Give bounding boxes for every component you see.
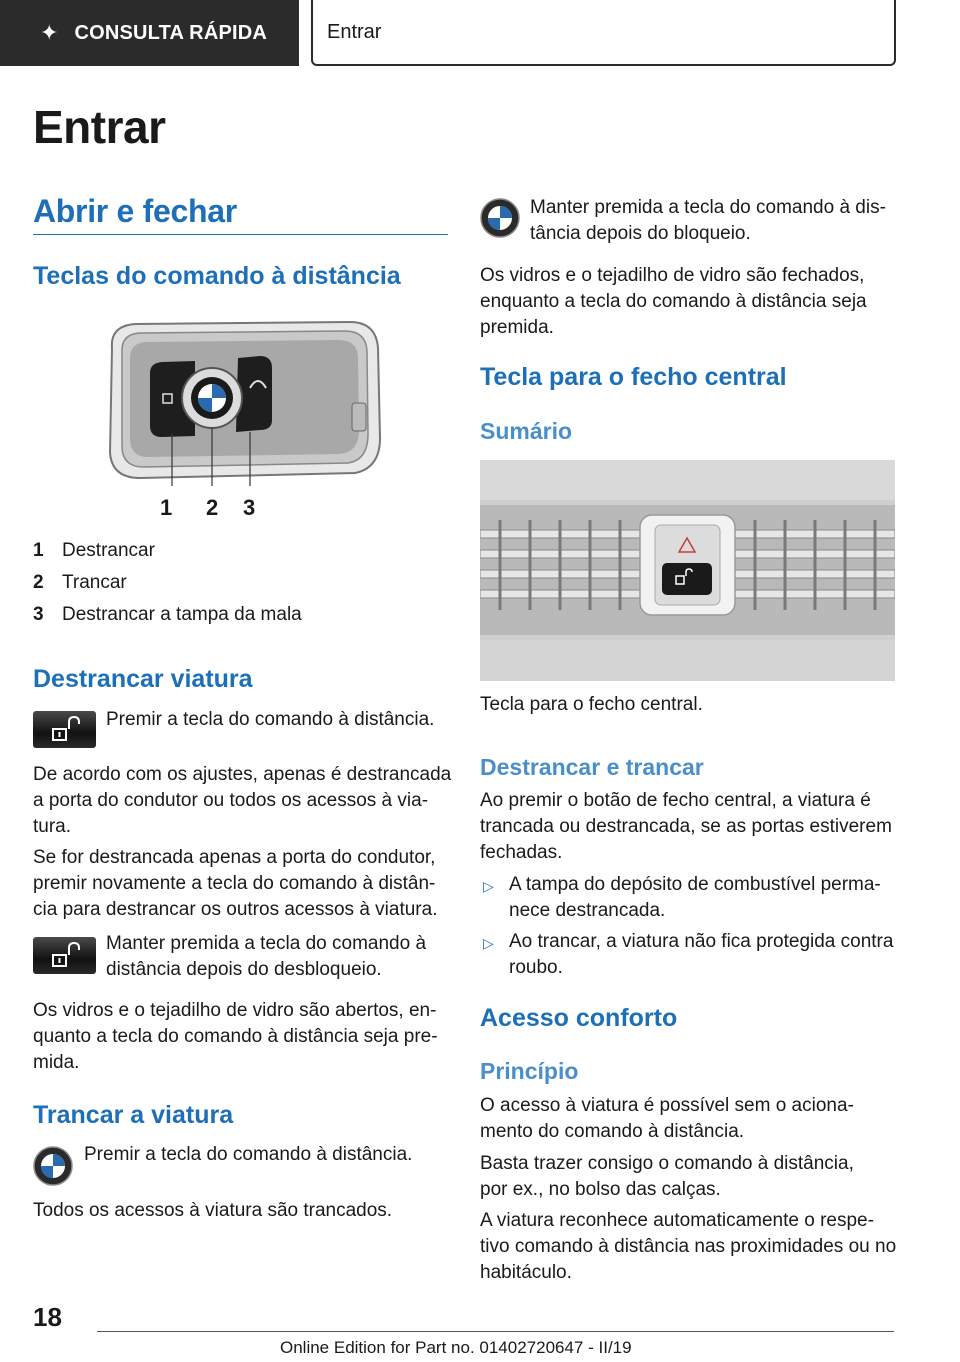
legend-text: Destrancar bbox=[62, 540, 155, 561]
footer-rule bbox=[97, 1331, 894, 1332]
bullet-item-2: Ao trancar, a viatura não fica protegida contra roubo. bbox=[509, 931, 894, 978]
summary-title: Sumário bbox=[480, 418, 573, 444]
section-title-open-close: Abrir e fechar bbox=[33, 193, 237, 229]
lock-paragraph-2: Os vidros e o tejadilho de vidro são fechados, enquanto a tecla do comando à distância seja premida. bbox=[480, 265, 867, 338]
legend-num: 2 bbox=[33, 572, 44, 593]
principle-paragraph-2: Basta trazer consigo o comando à distância, por ex., no bolso das calças. bbox=[480, 1153, 854, 1200]
unlock-paragraph-1: De acordo com os ajustes, apenas é destrancada a porta do condutor ou todos os acessos à via‐ tura. bbox=[33, 764, 452, 837]
legend-text: Destrancar a tampa da mala bbox=[62, 604, 302, 625]
section-header bbox=[311, 0, 896, 66]
star-icon: ✦ bbox=[40, 20, 59, 45]
lock-button-icon bbox=[480, 198, 520, 238]
principle-title: Princípio bbox=[480, 1058, 579, 1084]
section-rule bbox=[33, 234, 448, 235]
unlock-icon-text: Premir a tecla do comando à distância. bbox=[106, 709, 435, 730]
section-header-label: Entrar bbox=[327, 20, 382, 43]
page-number: 18 bbox=[33, 1302, 62, 1332]
page-title: Entrar bbox=[33, 101, 166, 153]
lock-button-icon bbox=[33, 1146, 73, 1186]
principle-paragraph-3: A viatura reconhece automaticamente o respe‐ tivo comando à distância nas proximidades ou no habitáculo. bbox=[480, 1210, 897, 1283]
lock-icon-text: Premir a tecla do comando à distância. bbox=[84, 1144, 413, 1165]
bullet-item-1: A tampa do depósito de combustível perma‐ nece destrancada. bbox=[509, 874, 881, 921]
quick-reference-label: CONSULTA RÁPIDA bbox=[74, 21, 268, 44]
figure-callout-2: 2 bbox=[206, 495, 219, 520]
central-lock-illustration bbox=[480, 460, 895, 681]
unlock-button-icon bbox=[33, 937, 96, 974]
unlock-vehicle-title: Destrancar viatura bbox=[33, 665, 253, 693]
lock-vehicle-title: Trancar a viatura bbox=[33, 1101, 234, 1129]
lock-unlock-paragraph: Ao premir o botão de fecho central, a viatura é trancada ou destrancada, se as portas estiverem fechadas. bbox=[480, 790, 892, 863]
central-lock-caption: Tecla para o fecho central. bbox=[480, 694, 703, 715]
legend-num: 3 bbox=[33, 604, 44, 625]
bullet-triangle-icon: ▷ bbox=[483, 878, 494, 894]
legend-text: Trancar bbox=[62, 572, 127, 593]
bullet-triangle-icon: ▷ bbox=[483, 935, 494, 951]
legend-num: 1 bbox=[33, 540, 44, 561]
remote-keys-title: Teclas do comando à distância bbox=[33, 262, 401, 290]
figure-callout-3: 3 bbox=[243, 495, 256, 520]
unlock-paragraph-2: Se for destrancada apenas a porta do condutor, premir novamente a tecla do comando à distân‐ cia para destrancar os outros acessos à viatura. bbox=[33, 847, 438, 920]
unlock-button-icon bbox=[33, 711, 96, 748]
quick-reference-tab[interactable] bbox=[0, 0, 299, 66]
central-lock-title: Tecla para o fecho central bbox=[480, 363, 787, 391]
footer-text: Online Edition for Part no. 01402720647 - II/19 bbox=[280, 1338, 632, 1357]
unlock-hold-text: Manter premida a tecla do comando à distância depois do desbloqueio. bbox=[106, 933, 427, 980]
figure-callout-1: 1 bbox=[160, 495, 173, 520]
principle-paragraph-1: O acesso à viatura é possível sem o aciona‐ mento do comando à distância. bbox=[480, 1095, 854, 1142]
key-fob-illustration bbox=[100, 318, 390, 523]
lock-unlock-title: Destrancar e trancar bbox=[480, 754, 704, 780]
comfort-access-title: Acesso conforto bbox=[480, 1004, 678, 1032]
lock-paragraph-1: Todos os acessos à viatura são trancados. bbox=[33, 1200, 393, 1221]
lock-hold-text: Manter premida a tecla do comando à dis‐ tância depois do bloqueio. bbox=[530, 197, 886, 244]
unlock-paragraph-3: Os vidros e o tejadilho de vidro são abertos, en‐ quanto a tecla do comando à distância seja pre‐ mida. bbox=[33, 1000, 438, 1073]
